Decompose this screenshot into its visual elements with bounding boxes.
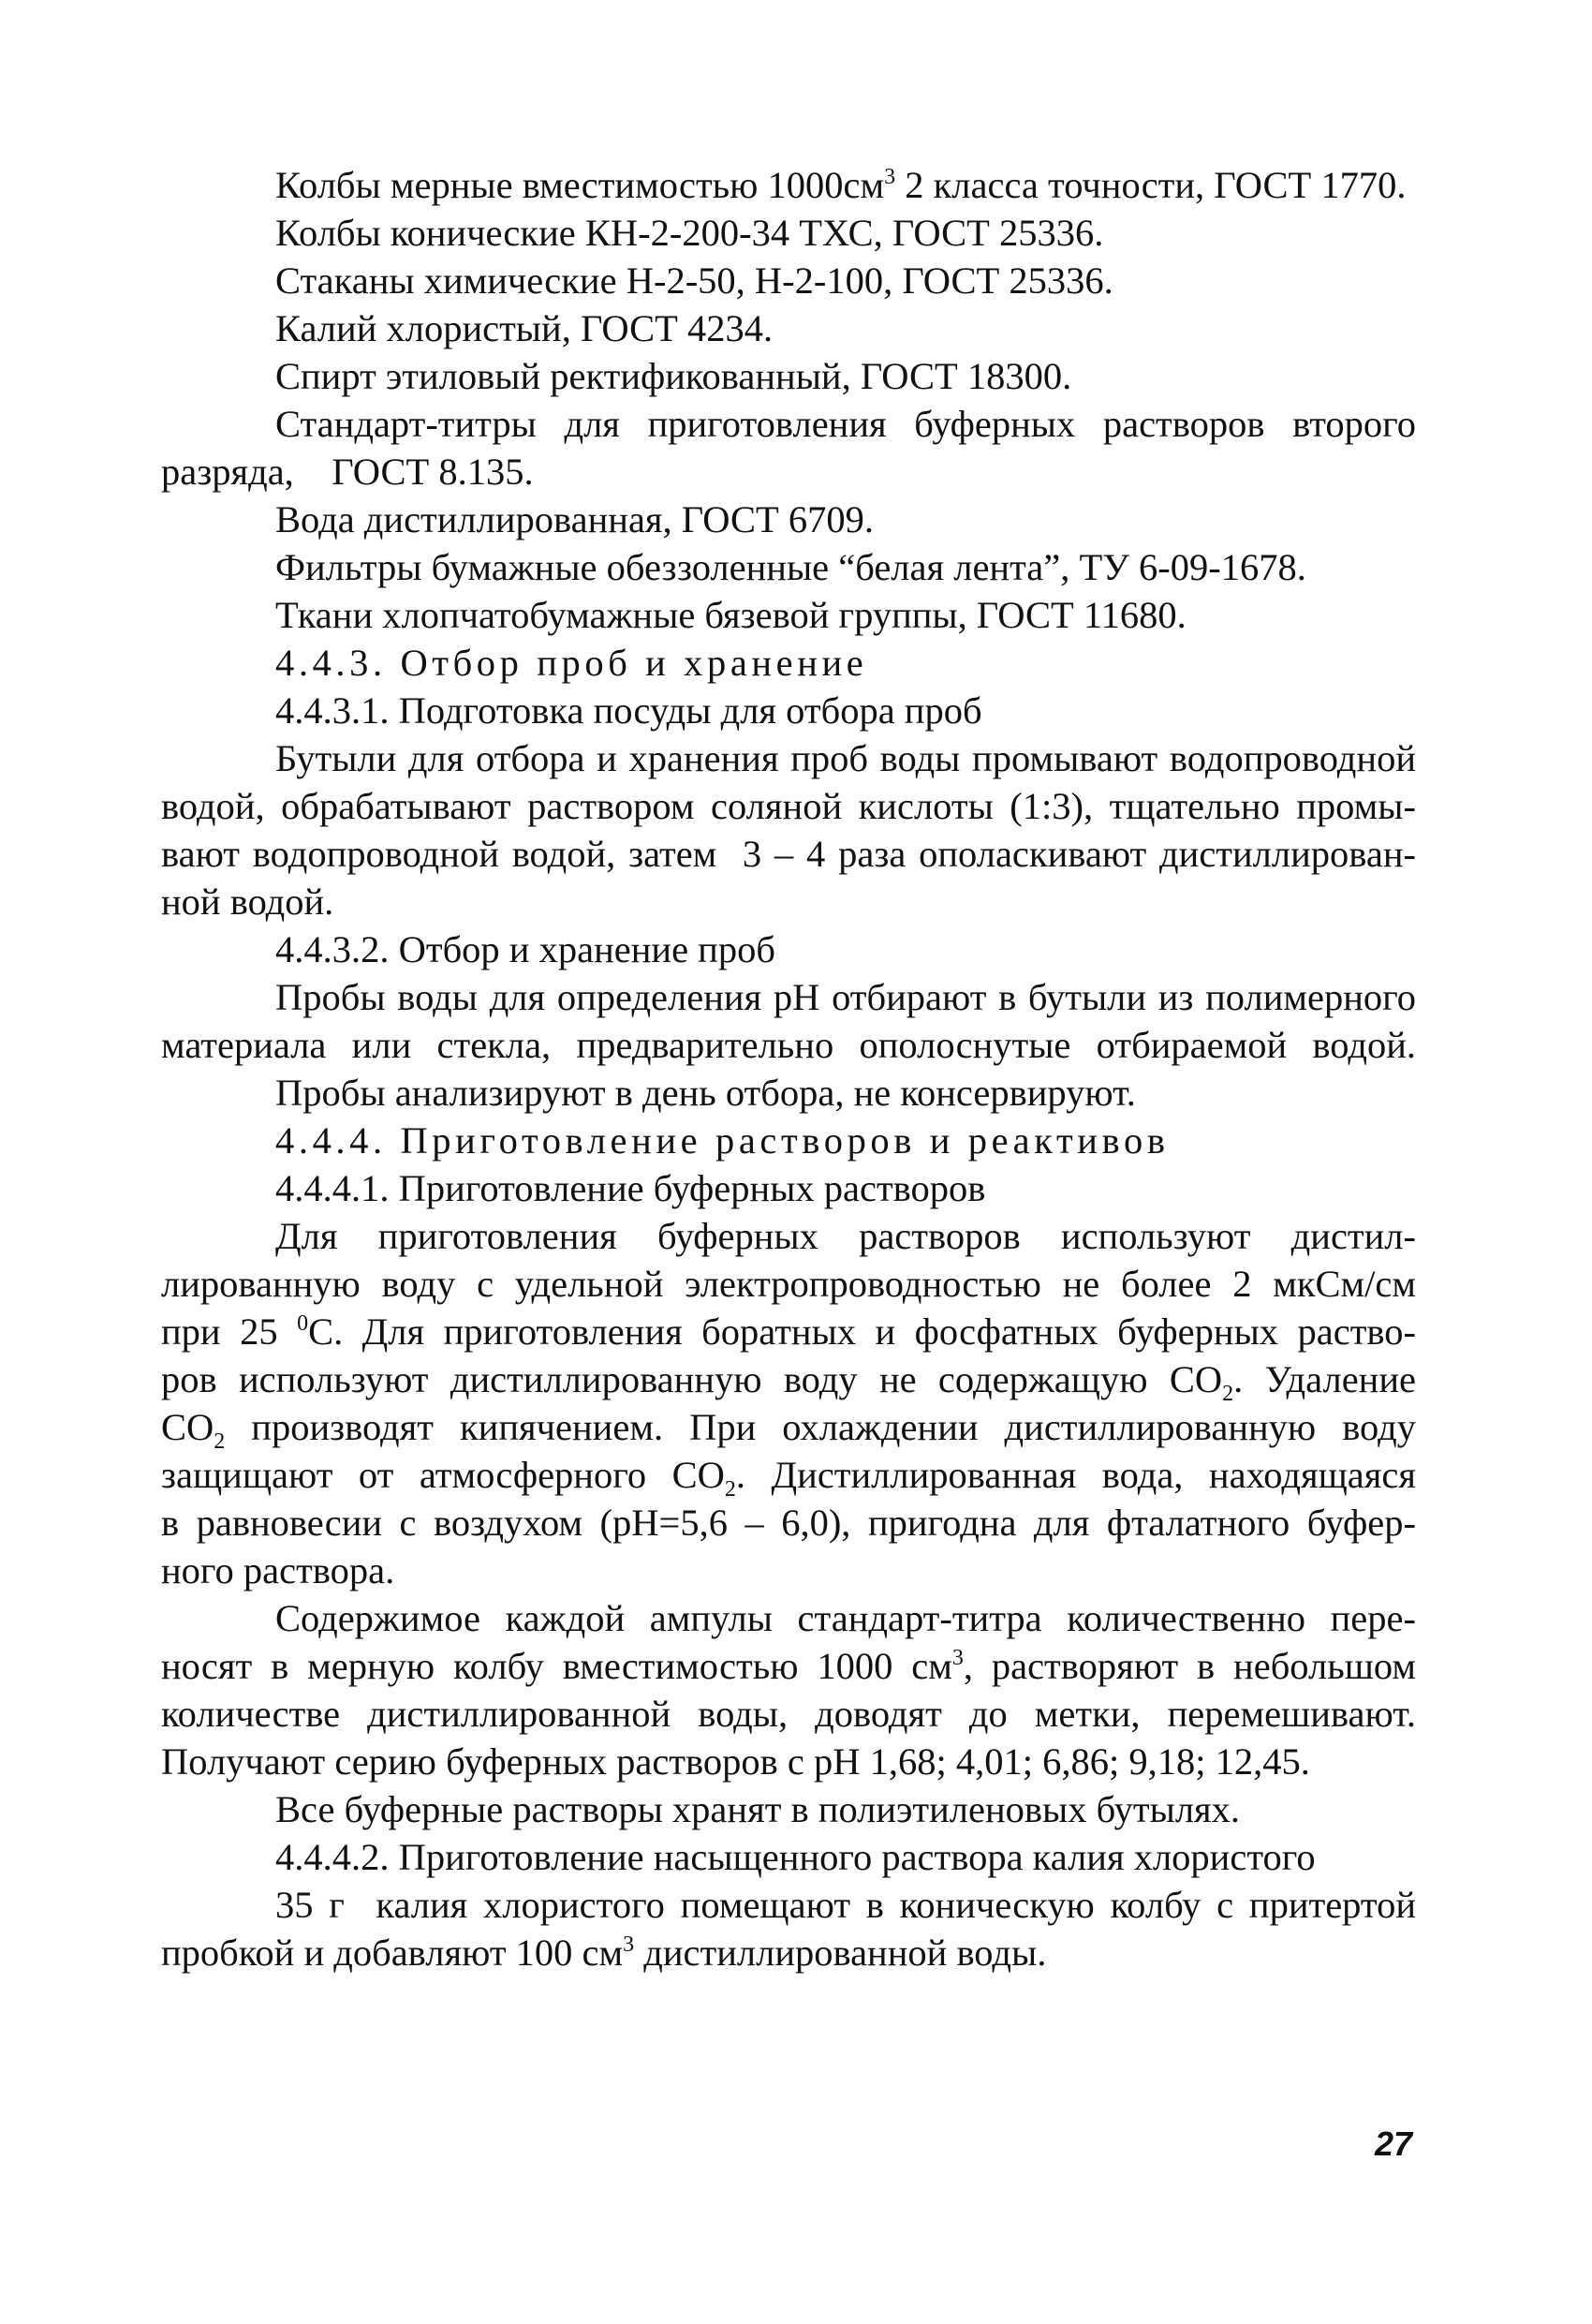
list-item-fabrics: Ткани хлопчатобумажные бязевой группы, ГОСТ 11680. <box>275 594 1187 636</box>
list-item-conical-flasks: Колбы конические КН-2-200-34 ТХС, ГОСТ 25336. <box>275 212 1104 254</box>
subscript: 2 <box>214 1429 226 1454</box>
paragraph-line: ной водой. <box>161 881 334 923</box>
superscript: 3 <box>623 1932 635 1957</box>
superscript: 0 <box>297 1311 309 1336</box>
list-item-distilled-water: Вода дистиллированная, ГОСТ 6709. <box>275 498 874 540</box>
subsection-heading-buffer-prep: 4.4.4.1. Приготовление буферных растворов <box>275 1167 986 1209</box>
subscript: 2 <box>1222 1382 1234 1406</box>
paragraph-line: Пробы воды для определения pH отбирают в бутыли из полимерного <box>275 976 1416 1018</box>
paragraph-line: Пробы анализируют в день отбора, не консервируют. <box>275 1072 1136 1114</box>
paragraph-line: вают водопроводной водой, затем 3 – 4 раза ополаскивают дистиллирован- <box>161 833 1416 875</box>
paragraph-line <box>161 1451 1417 1502</box>
text-segment: производят кипячением. При охлаждении дистиллированную воду <box>225 1406 1416 1448</box>
text-segment: ров используют дистиллированную воду не содержащую СО <box>161 1358 1223 1400</box>
paragraph-line <box>161 1308 1416 1355</box>
superscript: 3 <box>951 1646 964 1670</box>
list-item-beakers: Стаканы химические Н-2-50, Н-2-100, ГОСТ 25336. <box>275 259 1113 302</box>
text-segment: , растворяют в небольшом <box>963 1645 1416 1687</box>
text-segment: . Дистиллированная вода, находящаяся <box>735 1454 1417 1496</box>
text-segment: носят в мерную колбу вместимостью 1000 см <box>161 1645 952 1687</box>
paragraph-line: в равновесии с воздухом (pH=5,6 – 6,0), пригодна для фталатного буфер- <box>161 1502 1416 1544</box>
text-block <box>161 161 1416 1976</box>
paragraph-line <box>161 1355 1416 1406</box>
text-segment: С. Для приготовления боратных и фосфатных буферных раство- <box>308 1310 1416 1353</box>
text-segment: 2 класса точности, ГОСТ 1770. <box>895 164 1407 206</box>
text-segment: СО <box>161 1406 214 1448</box>
subsection-heading-sampling-storage: 4.4.3.2. Отбор и хранение проб <box>275 928 775 970</box>
list-item-filters: Фильтры бумажные обеззоленные “белая лента”, ТУ 6-09-1678. <box>275 546 1306 588</box>
text-segment: при 25 <box>161 1310 298 1353</box>
text-segment: . Удаление <box>1233 1358 1416 1400</box>
subsection-heading-vessel-prep: 4.4.3.1. Подготовка посуды для отбора проб <box>275 689 982 732</box>
paragraph-line: ного раствора. <box>161 1549 395 1591</box>
superscript: 3 <box>884 165 896 189</box>
paragraph-line <box>161 1403 1416 1454</box>
section-heading-sampling: 4.4.3. Отбор проб и хранение <box>275 642 868 684</box>
paragraph-line: Получают серию буферных растворов с pH 1,68; 4,01; 6,86; 9,18; 12,45. <box>161 1740 1310 1783</box>
list-item-volumetric-flasks <box>161 161 1416 209</box>
text-segment: защищают от атмосферного СО <box>161 1454 725 1496</box>
text-segment: пробкой и добавляют 100 см <box>161 1932 624 1974</box>
section-heading-preparation: 4.4.4. Приготовление растворов и реактивов <box>275 1119 1170 1162</box>
paragraph-line <box>161 1929 1416 1976</box>
paragraph-line: Содержимое каждой ампулы стандарт-титра количественно пере- <box>275 1597 1416 1639</box>
subsection-heading-kcl-solution: 4.4.4.2. Приготовление насыщенного раствора калия хлористого <box>275 1836 1316 1878</box>
paragraph-line: Для приготовления буферных растворов используют дистил- <box>275 1215 1416 1257</box>
paragraph-line: лированную воду с удельной электропроводностью не более 2 мкСм/см <box>161 1263 1416 1305</box>
list-item-potassium-chloride: Калий хлористый, ГОСТ 4234. <box>275 307 774 349</box>
list-item-standard-titres: Стандарт-титры для приготовления буферных растворов второго <box>275 403 1416 445</box>
page-number: 27 <box>1375 2124 1413 2163</box>
text-segment: дистиллированной воды. <box>634 1932 1047 1974</box>
subscript: 2 <box>724 1477 736 1502</box>
list-item-standard-titres-cont: разряда, ГОСТ 8.135. <box>161 451 534 493</box>
paragraph-line: Бутыли для отбора и хранения проб воды промывают водопроводной <box>275 737 1416 779</box>
paragraph-line <box>161 1642 1416 1690</box>
list-item-ethanol: Спирт этиловый ректификованный, ГОСТ 18300. <box>275 355 1072 397</box>
paragraph-line: Все буферные растворы хранят в полиэтиленовых бутылях. <box>275 1788 1241 1830</box>
paragraph-line: материала или стекла, предварительно ополоснутые отбираемой водой. <box>161 1024 1416 1066</box>
paragraph-line: водой, обрабатывают раствором соляной кислоты (1:3), тщательно промы- <box>161 785 1416 827</box>
paragraph-line: 35 г калия хлористого помещают в коническую колбу с притертой <box>275 1884 1416 1926</box>
text-segment: Колбы мерные вместимостью 1000см <box>275 164 885 206</box>
paragraph-line: количестве дистиллированной воды, доводят до метки, перемешивают. <box>161 1693 1416 1735</box>
